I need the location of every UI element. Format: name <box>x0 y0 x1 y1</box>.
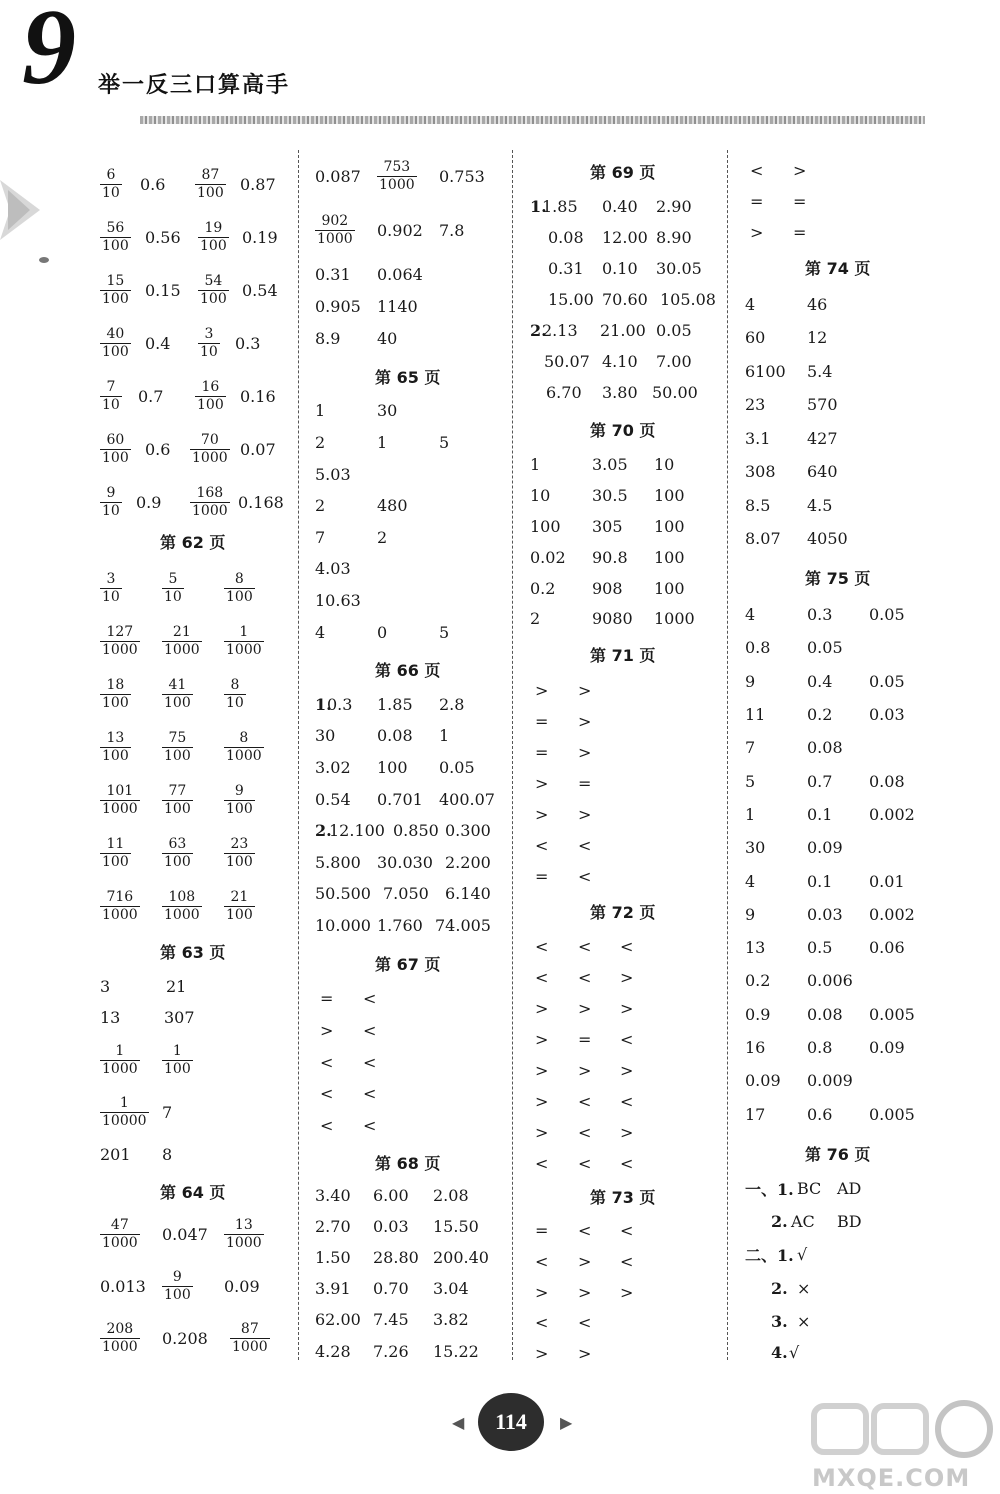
fraction: $\frac{101}{1000}$ <box>102 783 138 817</box>
page-heading: 第 69 页 <box>590 163 656 182</box>
fraction: $\frac{41}{100}$ <box>164 677 191 711</box>
fraction: $\frac{168}{1000}$ <box>192 485 228 519</box>
fraction: $\frac{8}{10}$ <box>226 677 244 711</box>
page-heading: 第 74 页 <box>805 259 871 278</box>
fraction: $\frac{87}{100}$ <box>197 167 224 201</box>
fraction: $\frac{1}{10000}$ <box>102 1095 147 1129</box>
fraction: $\frac{47}{1000}$ <box>102 1217 138 1251</box>
fraction: $\frac{18}{100}$ <box>102 677 129 711</box>
page-heading: 第 68 页 <box>375 1154 441 1173</box>
page-heading: 第 62 页 <box>160 533 226 552</box>
chapter-number: 9 <box>22 0 76 107</box>
page-heading: 第 65 页 <box>375 368 441 387</box>
fraction: $\frac{716}{1000}$ <box>102 889 138 923</box>
fraction: $\frac{208}{1000}$ <box>102 1321 138 1355</box>
fraction: $\frac{9}{100}$ <box>164 1269 191 1303</box>
page-heading: 第 66 页 <box>375 661 441 680</box>
fraction: $\frac{1}{100}$ <box>164 1043 191 1077</box>
fraction: $\frac{7}{10}$ <box>102 379 120 413</box>
page-heading: 第 72 页 <box>590 903 656 922</box>
fraction: $\frac{70}{1000}$ <box>192 432 228 466</box>
fraction: $\frac{19}{100}$ <box>200 220 227 254</box>
header-rule <box>140 116 925 124</box>
fraction: $\frac{11}{100}$ <box>102 836 129 870</box>
column-divider <box>298 150 299 1360</box>
fraction: $\frac{63}{100}$ <box>164 836 191 870</box>
watermark-text: MXQE.COM <box>812 1464 971 1492</box>
fraction: $\frac{902}{1000}$ <box>317 213 353 247</box>
fraction: $\frac{127}{1000}$ <box>102 624 138 658</box>
fraction: $\frac{13}{100}$ <box>102 730 129 764</box>
page-right-arrow-icon: ▶ <box>560 1413 573 1432</box>
book-title: 举一反三口算高手 <box>98 73 291 98</box>
fraction: $\frac{21}{1000}$ <box>164 624 200 658</box>
fraction: $\frac{108}{1000}$ <box>164 889 200 923</box>
page-heading: 第 75 页 <box>805 569 871 588</box>
page-heading: 第 70 页 <box>590 421 656 440</box>
fraction: $\frac{9}{100}$ <box>226 783 253 817</box>
page-heading: 第 73 页 <box>590 1188 656 1207</box>
fraction: $\frac{75}{100}$ <box>164 730 191 764</box>
page-heading: 第 71 页 <box>590 646 656 665</box>
column-divider <box>512 150 513 1360</box>
column-divider <box>727 150 728 1360</box>
fraction: $\frac{21}{100}$ <box>226 889 253 923</box>
fraction: $\frac{9}{10}$ <box>102 485 120 519</box>
fraction: $\frac{87}{1000}$ <box>232 1321 268 1355</box>
fraction: $\frac{16}{100}$ <box>197 379 224 413</box>
fraction: $\frac{1}{1000}$ <box>226 624 262 658</box>
fraction: $\frac{54}{100}$ <box>200 273 227 307</box>
fraction: $\frac{56}{100}$ <box>102 220 129 254</box>
page-heading: 第 64 页 <box>160 1183 226 1202</box>
fraction: $\frac{40}{100}$ <box>102 326 129 360</box>
fraction: $\frac{1}{1000}$ <box>102 1043 138 1077</box>
fraction: $\frac{23}{100}$ <box>226 836 253 870</box>
fraction: $\frac{3}{10}$ <box>102 571 120 605</box>
fraction: $\frac{77}{100}$ <box>164 783 191 817</box>
fraction: $\frac{8}{1000}$ <box>226 730 262 764</box>
page-heading: 第 63 页 <box>160 943 226 962</box>
page-heading: 第 76 页 <box>805 1145 871 1164</box>
decorative-arrow-graphic <box>0 150 60 270</box>
fraction: $\frac{13}{1000}$ <box>226 1217 262 1251</box>
fraction: $\frac{60}{100}$ <box>102 432 129 466</box>
page-heading: 第 67 页 <box>375 955 441 974</box>
page-left-arrow-icon: ◀ <box>452 1413 465 1432</box>
fraction: $\frac{15}{100}$ <box>102 273 129 307</box>
fraction: $\frac{8}{100}$ <box>226 571 253 605</box>
fraction: $\frac{5}{10}$ <box>164 571 182 605</box>
page-number: 114 <box>478 1393 544 1451</box>
fraction: $\frac{753}{1000}$ <box>379 159 415 193</box>
fraction: $\frac{3}{10}$ <box>200 326 218 360</box>
fraction: $\frac{6}{10}$ <box>102 167 120 201</box>
